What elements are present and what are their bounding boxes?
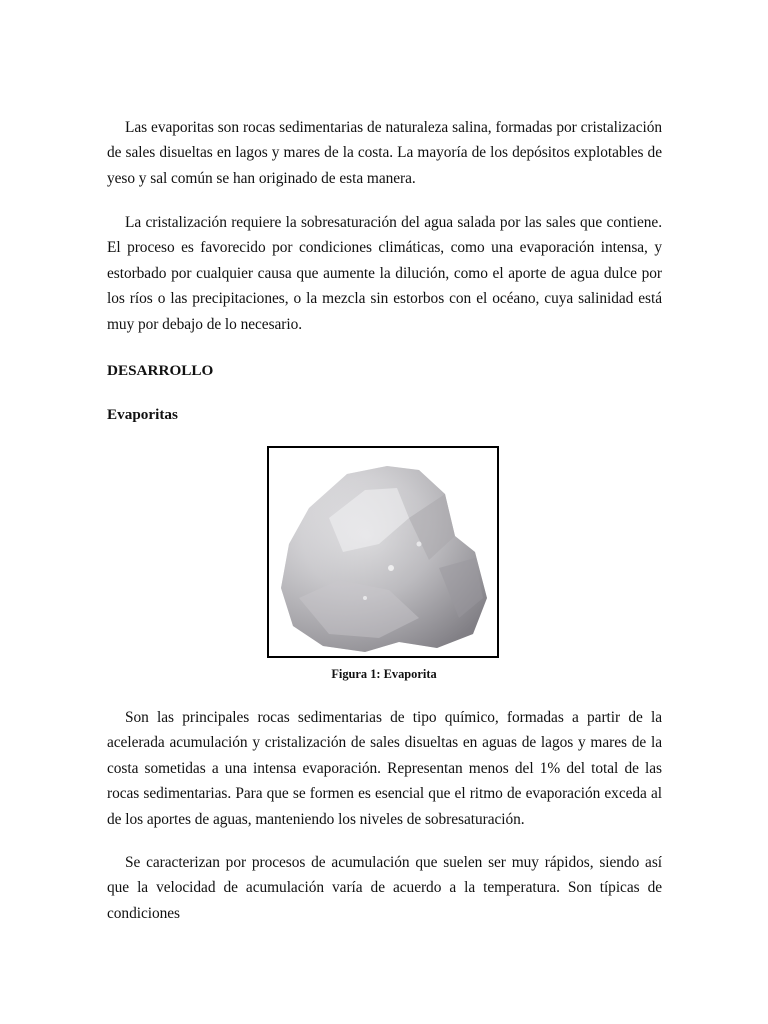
crystallization-paragraph: La cristalización requiere la sobresaturación del agua salada por las sales que contiene. El proceso es favorecido por condiciones climáticas, como una evaporación intensa, y estorbado por cualquier causa que aumente la dilución, como el aporte de agua dulce por los ríos o las precipitaciones, o la mezcla sin estorbos con el océano, cuya salinidad está muy por debajo de lo necesario.: [107, 214, 662, 333]
intro-paragraph: Las evaporitas son rocas sedimentarias de naturaleza salina, formadas por cristalización de sales disueltas en lagos y mares de la costa. La mayoría de los depósitos explotables de yeso y sal común se han originado de esta manera.: [107, 119, 662, 187]
figure-caption: Figura 1: Evaporita: [331, 667, 437, 681]
subsection-heading: Evaporitas: [107, 406, 178, 423]
evaporite-figure: [267, 446, 499, 658]
evaporites-description-paragraph: Son las principales rocas sedimentarias de tipo químico, formadas a partir de la acelerada acumulación y cristalización de sales disueltas en aguas de lagos y mares de la costa sometidas a una intensa evaporación. Representan menos del 1% del total de las rocas sedimentarias. Para que se formen es esencial que el ritmo de evaporación exceda al de los aportes de aguas, manteniendo los niveles de sobresaturación.: [107, 709, 662, 828]
accumulation-paragraph: Se caracterizan por procesos de acumulación que suelen ser muy rápidos, siendo así que la velocidad de acumulación varía de acuerdo a la temperatura. Son típicas de condiciones: [107, 854, 662, 922]
evaporite-rock-image: [269, 448, 497, 656]
section-heading: DESARROLLO: [107, 362, 214, 379]
